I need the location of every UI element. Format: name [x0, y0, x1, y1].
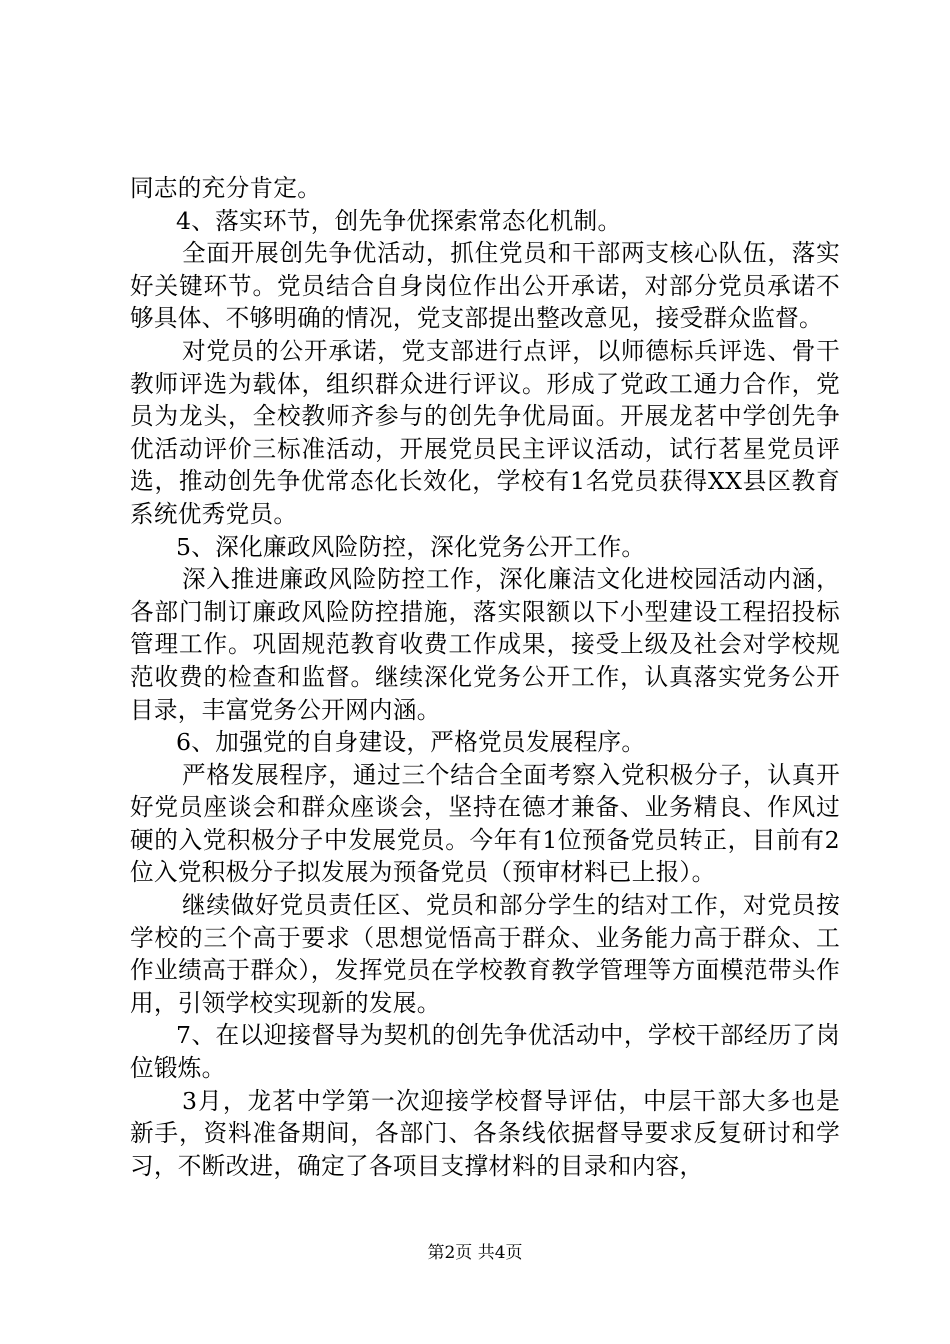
- paragraph: 严格发展程序，通过三个结合全面考察入党积极分子，认真开好党员座谈会和群众座谈会，坚持在德才兼备、业务精良、作风过硬的入党积极分子中发展党员。今年有1位预备党员转正，目前有2位入党积极分子拟发展为预备党员（预审材料已上报）。: [130, 760, 840, 887]
- paragraph: 对党员的公开承诺，党支部进行点评，以师德标兵评选、骨干教师评选为载体，组织群众进行评议。形成了党政工通力合作，党员为龙头，全校教师齐参与的创先争优局面。开展龙茗中学创先争优活动评价三标准活动，开展党员民主评议活动，试行茗星党员评选，推动创先争优常态化长效化，学校有1名党员获得XX县区教育系统优秀党员。: [130, 336, 840, 528]
- section-heading-7: 7、在以迎接督导为契机的创先争优活动中，学校干部经历了岗位锻炼。: [130, 1021, 840, 1083]
- paragraph: 3月，龙茗中学第一次迎接学校督导评估，中层干部大多也是新手，资料准备期间，各部门、各条线依据督导要求反复研讨和学习，不断改进，确定了各项目支撑材料的目录和内容，: [130, 1086, 840, 1180]
- paragraph: 全面开展创先争优活动，抓住党员和干部两支核心队伍，落实好关键环节。党员结合自身岗位作出公开承诺，对部分党员承诺不够具体、不够明确的情况，党支部提出整改意见，接受群众监督。: [130, 239, 840, 333]
- paragraph: 继续做好党员责任区、党员和部分学生的结对工作，对党员按学校的三个高于要求（思想觉悟高于群众、业务能力高于群众、工作业绩高于群众），发挥党员在学校教育教学管理等方面模范带头作用，引领学校实现新的发展。: [130, 891, 840, 1017]
- section-heading-4: 4、落实环节，创先争优探索常态化机制。: [176, 206, 622, 235]
- paragraph-continuation: 同志的充分肯定。: [130, 174, 322, 202]
- page-footer: [0, 1243, 950, 1263]
- section-heading-5: 5、深化廉政风险防控，深化党务公开工作。: [176, 532, 646, 561]
- paragraph: 深入推进廉政风险防控工作，深化廉洁文化进校园活动内涵，各部门制订廉政风险防控措施，落实限额以下小型建设工程招投标管理工作。巩固规范教育收费工作成果，接受上级及社会对学校规范收费的检查和监督。继续深化党务公开工作，认真落实党务公开目录，丰富党务公开网内涵。: [130, 565, 840, 724]
- page-number-label: 第2页 共4页: [427, 1243, 523, 1263]
- document-body: [130, 172, 840, 1182]
- section-heading-6: 6、加强党的自身建设，严格党员发展程序。: [176, 728, 646, 757]
